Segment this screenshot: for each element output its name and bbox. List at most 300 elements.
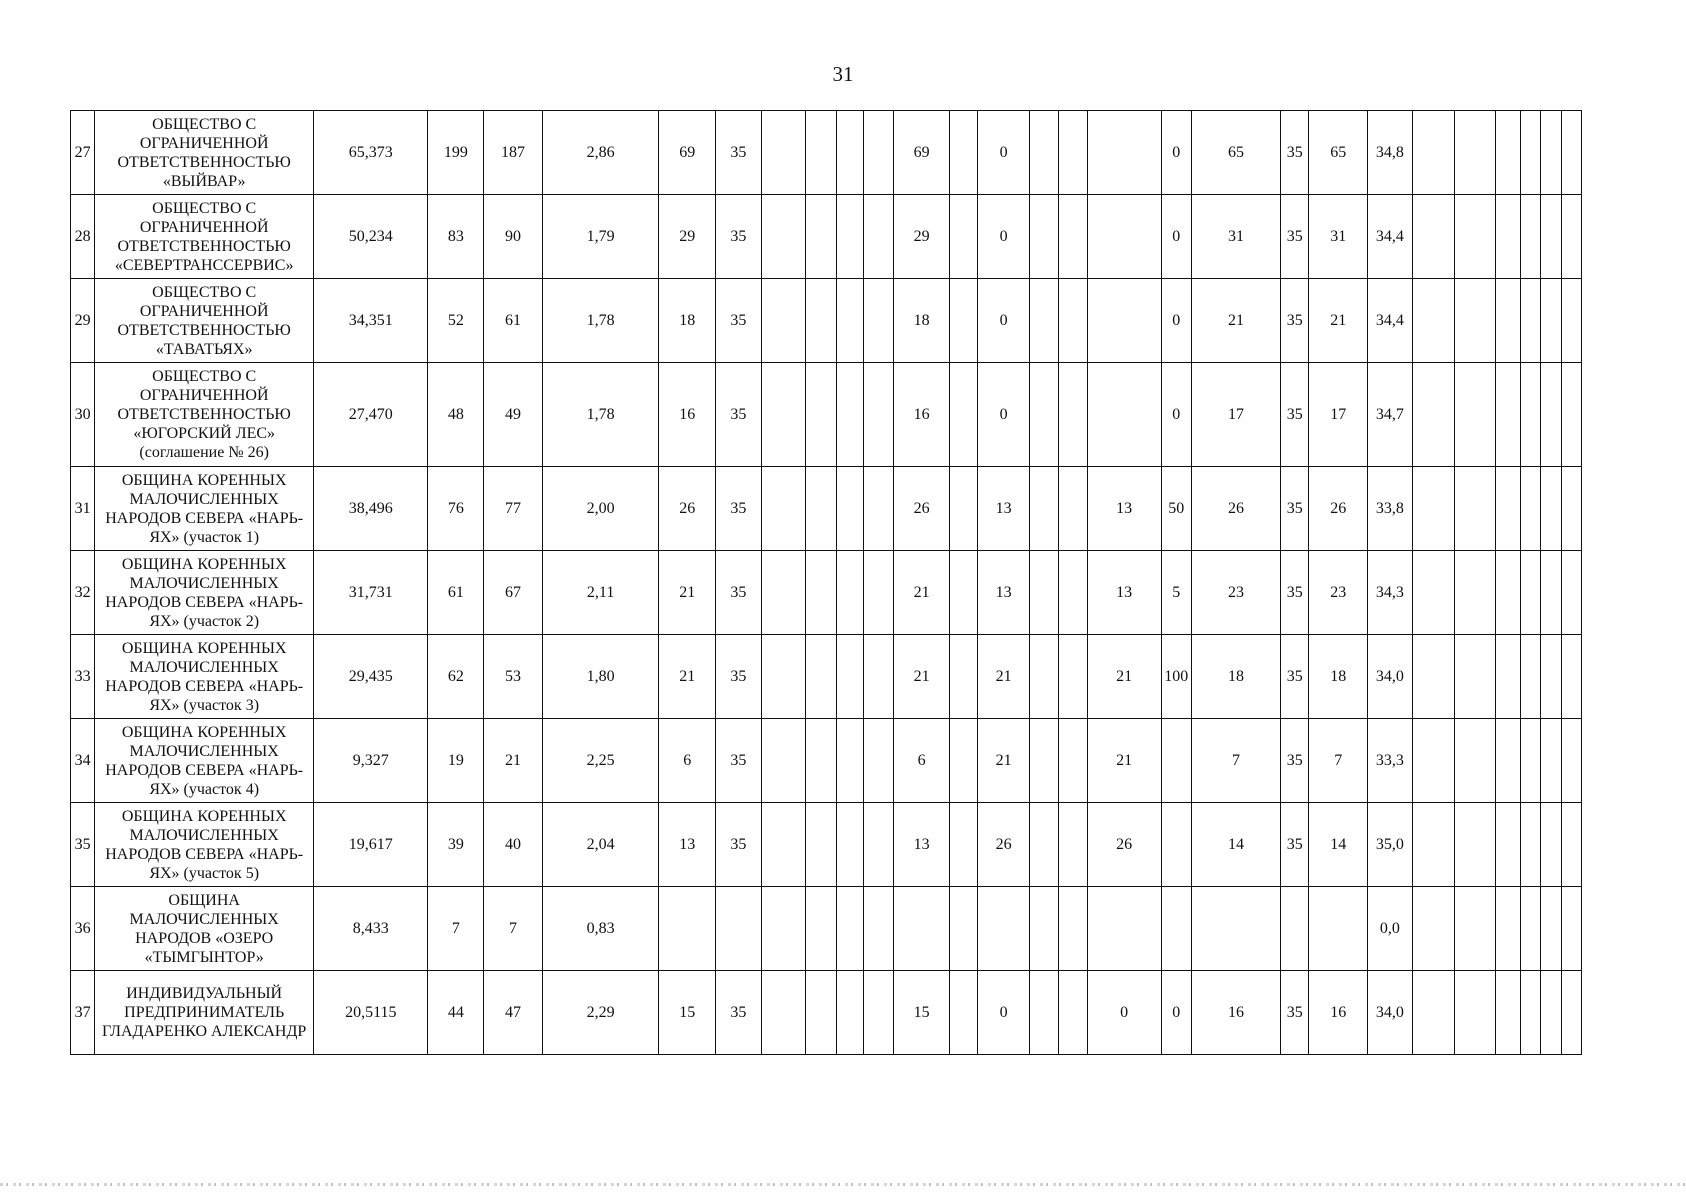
table-cell: [806, 719, 836, 803]
table-cell: 62: [428, 635, 484, 719]
table-cell: 16: [1309, 971, 1368, 1055]
table-cell: [836, 887, 863, 971]
table-cell: 0: [978, 279, 1030, 363]
table-cell: 67: [484, 551, 543, 635]
table-cell: 14: [1191, 803, 1280, 887]
table-cell: 15: [894, 971, 950, 1055]
table-cell: [806, 803, 836, 887]
table-row: [71, 887, 1582, 971]
table-cell: 2,04: [542, 803, 658, 887]
table-cell: 35: [1281, 467, 1309, 551]
table-cell: 83: [428, 195, 484, 279]
table-cell: [1495, 111, 1520, 195]
table-cell: [1561, 279, 1581, 363]
table-cell: 0: [1161, 279, 1191, 363]
table-row: [71, 551, 1582, 635]
table-cell: [1412, 195, 1455, 279]
table-cell: [761, 467, 806, 551]
table-cell: 18: [1309, 635, 1368, 719]
table-cell: 34,7: [1368, 363, 1413, 467]
table-cell: [1412, 887, 1455, 971]
table-cell: 7: [428, 887, 484, 971]
table-cell: [1029, 111, 1058, 195]
table-cell: [949, 719, 977, 803]
table-cell: 26: [1191, 467, 1280, 551]
table-cell: [1541, 719, 1561, 803]
table-cell: [1029, 467, 1058, 551]
table-cell: [1541, 111, 1561, 195]
table-cell: [1029, 635, 1058, 719]
table-cell: [1541, 887, 1561, 971]
table-cell: [1521, 363, 1541, 467]
table-cell: [1161, 803, 1191, 887]
table-cell: [1455, 887, 1496, 971]
table-cell: [1521, 195, 1541, 279]
table-cell: 29,435: [314, 635, 428, 719]
table-cell: [761, 363, 806, 467]
table-cell: 19: [428, 719, 484, 803]
table-cell: 35: [1281, 719, 1309, 803]
table-cell: [836, 467, 863, 551]
table-cell: 34,4: [1368, 195, 1413, 279]
table-cell: [1412, 279, 1455, 363]
table-cell: 77: [484, 467, 543, 551]
table-cell: 29: [659, 195, 716, 279]
table-cell: [1161, 887, 1191, 971]
table-cell: [1495, 279, 1520, 363]
table-cell: 1,80: [542, 635, 658, 719]
table-cell: 27,470: [314, 363, 428, 467]
table-cell: [1029, 971, 1058, 1055]
table-cell: [1412, 635, 1455, 719]
table-cell: [949, 635, 977, 719]
page-number: 31: [832, 62, 854, 86]
table-cell: 0: [978, 195, 1030, 279]
table-cell: [1455, 195, 1496, 279]
table-cell: [806, 467, 836, 551]
table-cell: [1455, 971, 1496, 1055]
table-cell: [863, 467, 893, 551]
table-cell: [836, 363, 863, 467]
table-cell: [761, 279, 806, 363]
table-cell: [1521, 551, 1541, 635]
table-cell: 35: [716, 467, 762, 551]
table-cell: [836, 635, 863, 719]
organization-name: ОБЩИНА КОРЕННЫХ МАЛОЧИСЛЕННЫХ НАРОДОВ СЕВЕРА «НАРЬ-ЯХ» (участок 3): [95, 635, 314, 719]
table-cell: 61: [428, 551, 484, 635]
table-cell: [1521, 971, 1541, 1055]
table-cell: 7: [484, 887, 543, 971]
table-cell: [863, 887, 893, 971]
table-cell: [1412, 803, 1455, 887]
table-cell: 2,11: [542, 551, 658, 635]
table-cell: 6: [894, 719, 950, 803]
table-cell: [1059, 971, 1087, 1055]
table-cell: [1087, 363, 1161, 467]
table-cell: [1561, 971, 1581, 1055]
table-cell: [836, 719, 863, 803]
table-cell: [1029, 551, 1058, 635]
table-cell: [1029, 803, 1058, 887]
table-cell: [659, 887, 716, 971]
table-cell: [1541, 195, 1561, 279]
table-cell: [1087, 279, 1161, 363]
table-cell: 13: [1087, 467, 1161, 551]
table-cell: [1521, 803, 1541, 887]
table-cell: 35: [716, 635, 762, 719]
table-cell: 69: [659, 111, 716, 195]
table-cell: [1495, 363, 1520, 467]
table-cell: [949, 971, 977, 1055]
table-cell: 34,0: [1368, 635, 1413, 719]
table-cell: 100: [1161, 635, 1191, 719]
table-cell: 35: [716, 111, 762, 195]
table-cell: [1412, 467, 1455, 551]
table-cell: [1191, 887, 1280, 971]
table-cell: [1561, 887, 1581, 971]
table-cell: 35: [716, 551, 762, 635]
table-row: [71, 195, 1582, 279]
table-row: [71, 635, 1582, 719]
table-cell: 0: [1161, 111, 1191, 195]
table-cell: 0: [978, 363, 1030, 467]
table-cell: 35: [716, 195, 762, 279]
table-cell: 13: [1087, 551, 1161, 635]
table-cell: 18: [894, 279, 950, 363]
table-cell: [863, 719, 893, 803]
table-cell: 0: [1087, 971, 1161, 1055]
table-cell: [1495, 971, 1520, 1055]
table-cell: [1455, 111, 1496, 195]
table-cell: [836, 279, 863, 363]
table-cell: 5: [1161, 551, 1191, 635]
organization-name: ОБЩИНА КОРЕННЫХ МАЛОЧИСЛЕННЫХ НАРОДОВ СЕВЕРА «НАРЬ-ЯХ» (участок 1): [95, 467, 314, 551]
table-cell: 35,0: [1368, 803, 1413, 887]
table-cell: [761, 719, 806, 803]
table-cell: [836, 551, 863, 635]
table-cell: [949, 467, 977, 551]
table-cell: [1412, 551, 1455, 635]
table-cell: 18: [659, 279, 716, 363]
table-row: [71, 279, 1582, 363]
table-cell: 13: [978, 551, 1030, 635]
table-cell: [1029, 887, 1058, 971]
table-cell: 17: [1191, 363, 1280, 467]
table-cell: 34,351: [314, 279, 428, 363]
table-cell: 35: [716, 803, 762, 887]
table-cell: [1561, 551, 1581, 635]
table-cell: [1561, 635, 1581, 719]
table-cell: 90: [484, 195, 543, 279]
table-cell: [1059, 195, 1087, 279]
table-cell: 65: [1191, 111, 1280, 195]
table-cell: [1029, 279, 1058, 363]
table-cell: [1059, 719, 1087, 803]
table-cell: [1059, 279, 1087, 363]
table-cell: 53: [484, 635, 543, 719]
table-cell: 35: [1281, 195, 1309, 279]
table-cell: [863, 635, 893, 719]
table-cell: [1561, 719, 1581, 803]
table-cell: [1541, 803, 1561, 887]
table-cell: 31: [1191, 195, 1280, 279]
table-cell: 21: [894, 635, 950, 719]
table-cell: [1521, 719, 1541, 803]
table-cell: [1412, 971, 1455, 1055]
table-cell: 18: [1191, 635, 1280, 719]
table-cell: [1161, 719, 1191, 803]
table-cell: [806, 887, 836, 971]
table-cell: 15: [659, 971, 716, 1055]
table-cell: [806, 195, 836, 279]
table-cell: [1029, 719, 1058, 803]
table-cell: [1495, 467, 1520, 551]
table-cell: [1059, 467, 1087, 551]
table-cell: 0: [1161, 195, 1191, 279]
table-cell: [1059, 363, 1087, 467]
table-cell: [806, 279, 836, 363]
table-cell: [1495, 803, 1520, 887]
table-row: [71, 467, 1582, 551]
table-cell: 21: [1309, 279, 1368, 363]
organization-name: ОБЩИНА МАЛОЧИСЛЕННЫХ НАРОДОВ «ОЗЕРО «ТЫМГЫНТОР»: [95, 887, 314, 971]
table-cell: [1412, 111, 1455, 195]
table-cell: [1455, 279, 1496, 363]
table-cell: [761, 635, 806, 719]
table-cell: [836, 111, 863, 195]
table-cell: [949, 363, 977, 467]
table-cell: [1561, 195, 1581, 279]
table-cell: [806, 363, 836, 467]
row-number: 35: [71, 803, 95, 887]
table-cell: 35: [1281, 363, 1309, 467]
table-cell: 44: [428, 971, 484, 1055]
table-cell: 34,0: [1368, 971, 1413, 1055]
table-cell: [761, 803, 806, 887]
table-cell: 21: [978, 719, 1030, 803]
table-cell: [1059, 635, 1087, 719]
table-cell: 2,86: [542, 111, 658, 195]
table-cell: 35: [716, 971, 762, 1055]
table-cell: 16: [659, 363, 716, 467]
table-row: [71, 111, 1582, 195]
organization-name: ОБЩИНА КОРЕННЫХ МАЛОЧИСЛЕННЫХ НАРОДОВ СЕВЕРА «НАРЬ-ЯХ» (участок 5): [95, 803, 314, 887]
table-cell: [806, 635, 836, 719]
table-row: [71, 971, 1582, 1055]
table-cell: [1455, 719, 1496, 803]
table-cell: 47: [484, 971, 543, 1055]
table-cell: 9,327: [314, 719, 428, 803]
table-cell: 1,78: [542, 363, 658, 467]
table-cell: [1029, 363, 1058, 467]
table-cell: [863, 195, 893, 279]
table-cell: [863, 363, 893, 467]
table-cell: 76: [428, 467, 484, 551]
table-cell: 0,83: [542, 887, 658, 971]
register-table: [70, 110, 1582, 1055]
table-cell: [1455, 467, 1496, 551]
table-cell: [761, 971, 806, 1055]
table-cell: [716, 887, 762, 971]
table-cell: 49: [484, 363, 543, 467]
row-number: 37: [71, 971, 95, 1055]
table-cell: 19,617: [314, 803, 428, 887]
table-cell: 21: [1087, 719, 1161, 803]
table-cell: [836, 195, 863, 279]
table-cell: [863, 551, 893, 635]
table-cell: [949, 279, 977, 363]
table-cell: [894, 887, 950, 971]
table-cell: 0: [1161, 971, 1191, 1055]
table-cell: [806, 111, 836, 195]
table-cell: [1087, 111, 1161, 195]
table-cell: 6: [659, 719, 716, 803]
table-cell: [1521, 887, 1541, 971]
table-cell: [1521, 467, 1541, 551]
table-cell: [1455, 551, 1496, 635]
table-cell: [949, 195, 977, 279]
table-cell: [1059, 111, 1087, 195]
table-row: [71, 719, 1582, 803]
table-cell: [1281, 887, 1309, 971]
table-cell: [761, 195, 806, 279]
table-cell: 35: [716, 363, 762, 467]
table-cell: [949, 887, 977, 971]
table-cell: [1541, 467, 1561, 551]
table-cell: 21: [894, 551, 950, 635]
table-cell: [761, 111, 806, 195]
row-number: 34: [71, 719, 95, 803]
table-cell: [1495, 887, 1520, 971]
table-cell: 35: [716, 719, 762, 803]
table-cell: 35: [1281, 635, 1309, 719]
table-cell: 26: [659, 467, 716, 551]
table-cell: 13: [978, 467, 1030, 551]
table-cell: 35: [716, 279, 762, 363]
table-cell: [1309, 887, 1368, 971]
table-cell: 69: [894, 111, 950, 195]
organization-name: ОБЩЕСТВО С ОГРАНИЧЕННОЙ ОТВЕТСТВЕННОСТЬЮ «ТАВАТЬЯХ»: [95, 279, 314, 363]
table-cell: 21: [484, 719, 543, 803]
table-cell: [806, 551, 836, 635]
table-cell: [863, 803, 893, 887]
table-cell: [978, 887, 1030, 971]
organization-name: ОБЩЕСТВО С ОГРАНИЧЕННОЙ ОТВЕТСТВЕННОСТЬЮ «ВЫЙВАР»: [95, 111, 314, 195]
table-cell: [1541, 279, 1561, 363]
row-number: 31: [71, 467, 95, 551]
table-cell: 34,3: [1368, 551, 1413, 635]
table-cell: 20,5115: [314, 971, 428, 1055]
table-cell: [1521, 111, 1541, 195]
row-number: 33: [71, 635, 95, 719]
table-cell: [836, 803, 863, 887]
table-cell: 50: [1161, 467, 1191, 551]
table-cell: 13: [894, 803, 950, 887]
table-cell: [1541, 363, 1561, 467]
table-cell: 38,496: [314, 467, 428, 551]
table-cell: 31: [1309, 195, 1368, 279]
table-cell: 29: [894, 195, 950, 279]
table-cell: [863, 971, 893, 1055]
table-cell: [1561, 111, 1581, 195]
table-cell: 187: [484, 111, 543, 195]
table-cell: [1087, 887, 1161, 971]
table-cell: 1,79: [542, 195, 658, 279]
scan-edge-artifact: [0, 1183, 1686, 1186]
table-cell: 26: [894, 467, 950, 551]
table-cell: 16: [894, 363, 950, 467]
table-cell: 65,373: [314, 111, 428, 195]
table-cell: [1412, 719, 1455, 803]
organization-name: ОБЩИНА КОРЕННЫХ МАЛОЧИСЛЕННЫХ НАРОДОВ СЕВЕРА «НАРЬ-ЯХ» (участок 4): [95, 719, 314, 803]
table-cell: 48: [428, 363, 484, 467]
table-cell: [1059, 887, 1087, 971]
table-cell: [1059, 551, 1087, 635]
table-cell: [1495, 635, 1520, 719]
table-cell: 21: [659, 635, 716, 719]
table-cell: [1521, 279, 1541, 363]
table-cell: [1087, 195, 1161, 279]
table-cell: [1455, 635, 1496, 719]
table-cell: 52: [428, 279, 484, 363]
table-cell: 26: [1309, 467, 1368, 551]
table-cell: 7: [1191, 719, 1280, 803]
table-cell: 21: [978, 635, 1030, 719]
table-cell: 17: [1309, 363, 1368, 467]
table-cell: [863, 279, 893, 363]
table-cell: 35: [1281, 279, 1309, 363]
table-cell: [1541, 551, 1561, 635]
table-cell: [1495, 195, 1520, 279]
table-cell: 23: [1191, 551, 1280, 635]
table-cell: 65: [1309, 111, 1368, 195]
table-cell: [1029, 195, 1058, 279]
table-cell: [1495, 719, 1520, 803]
table-cell: 40: [484, 803, 543, 887]
table-cell: [1541, 635, 1561, 719]
table-cell: 0: [1161, 363, 1191, 467]
table-cell: 23: [1309, 551, 1368, 635]
table-cell: [949, 111, 977, 195]
table-cell: 21: [1087, 635, 1161, 719]
table-cell: 7: [1309, 719, 1368, 803]
row-number: 27: [71, 111, 95, 195]
table-cell: 14: [1309, 803, 1368, 887]
table-cell: 2,29: [542, 971, 658, 1055]
table-cell: 16: [1191, 971, 1280, 1055]
table-cell: 33,8: [1368, 467, 1413, 551]
table-cell: 2,25: [542, 719, 658, 803]
table-cell: 8,433: [314, 887, 428, 971]
table-cell: 199: [428, 111, 484, 195]
table-cell: [1495, 551, 1520, 635]
table-cell: 50,234: [314, 195, 428, 279]
table-cell: [1541, 971, 1561, 1055]
table-cell: [1521, 635, 1541, 719]
table-cell: 61: [484, 279, 543, 363]
table-cell: 31,731: [314, 551, 428, 635]
table-cell: 21: [1191, 279, 1280, 363]
table-row: [71, 803, 1582, 887]
table-cell: [806, 971, 836, 1055]
table-cell: [1059, 803, 1087, 887]
row-number: 32: [71, 551, 95, 635]
table-cell: [949, 551, 977, 635]
table-cell: [1412, 363, 1455, 467]
table-cell: 35: [1281, 551, 1309, 635]
table-cell: 0: [978, 111, 1030, 195]
row-number: 30: [71, 363, 95, 467]
